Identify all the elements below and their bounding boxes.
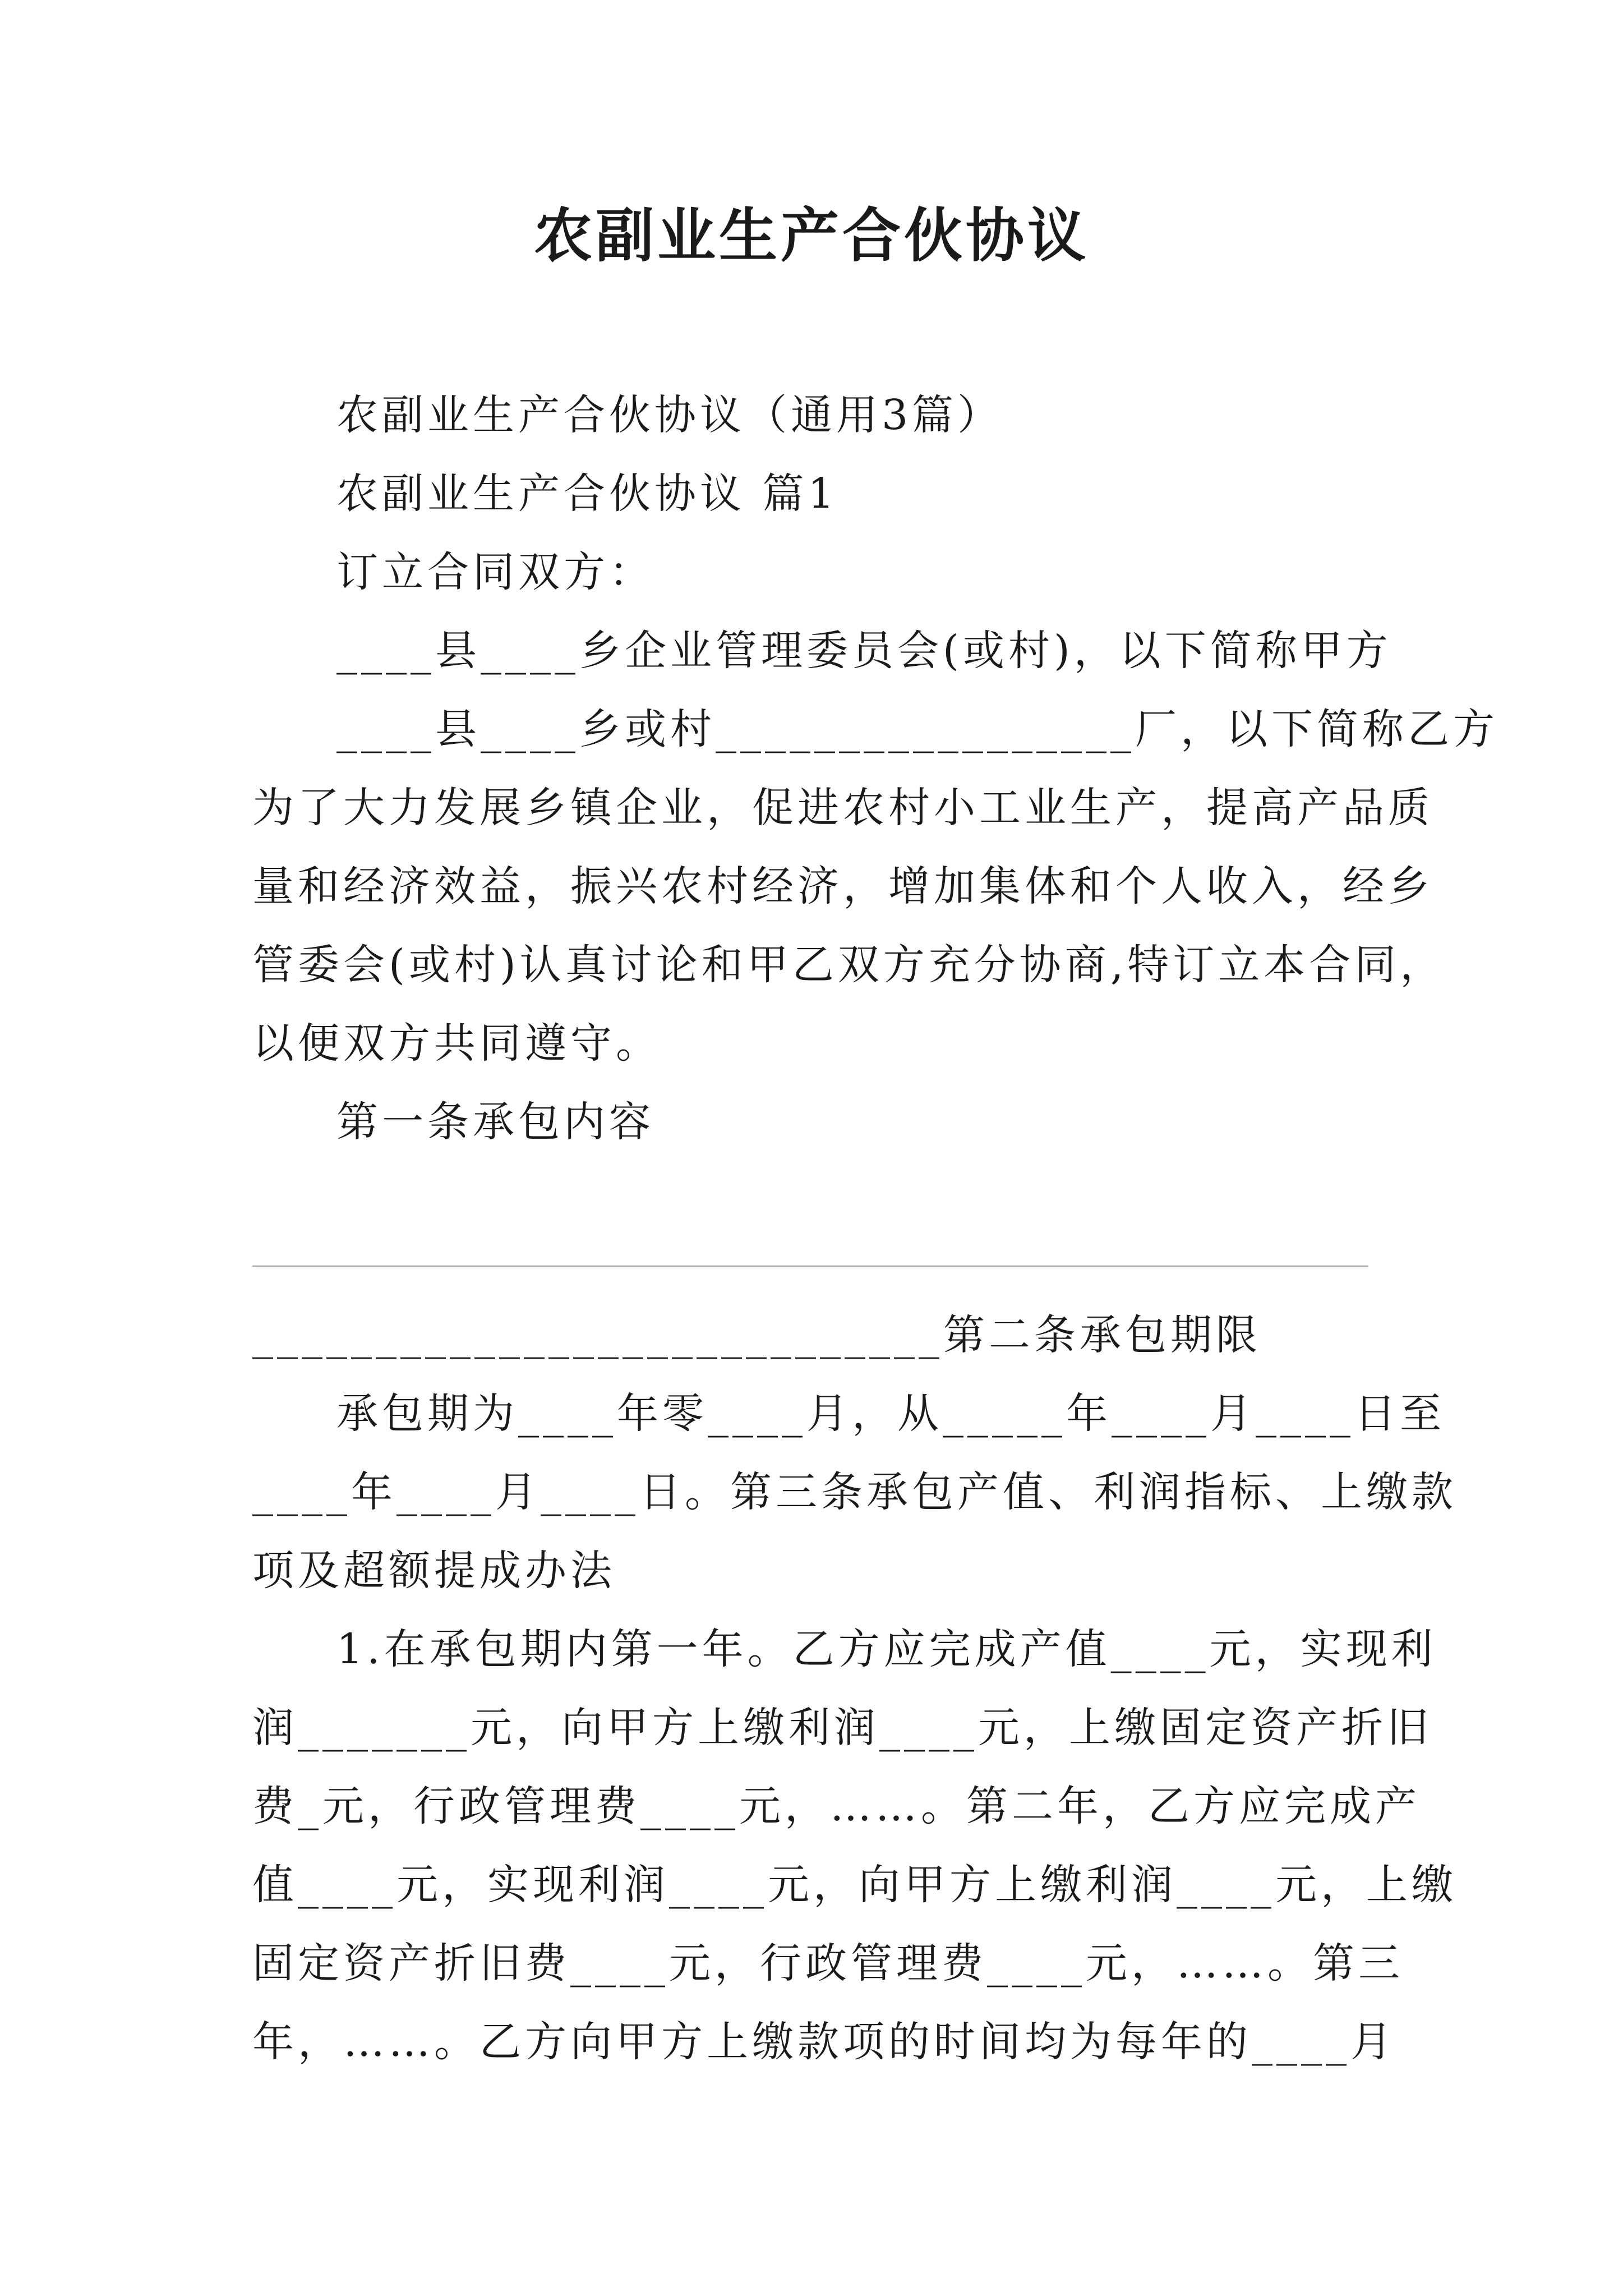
blank-fill-rule [252,1266,1368,1267]
doc-line-purpose-2: 量和经济效益，振兴农村经济，增加集体和个人收入，经乡 [252,862,1433,910]
doc-line-item-1-3: 费_元，行政管理费____元，……。第二年，乙方应完成产 [252,1782,1421,1830]
doc-line-item-1-6: 年，……。乙方向甲方上缴款项的时间均为每年的____月 [252,2018,1396,2066]
doc-line-party-b: ____县____乡或村_________________厂，以下简称乙方 [336,705,1498,753]
doc-line-item-1-4: 值____元，实现利润____元，向甲方上缴利润____元，上缴 [252,1861,1457,1909]
doc-line-section: 农副业生产合伙协议 篇1 [336,470,838,518]
doc-line-parties: 订立合同双方： [336,548,654,596]
doc-line-term-1: 承包期为____年零____月，从_____年____月____日至 [336,1389,1445,1438]
document-title: 农副业生产合伙协议 [533,201,1089,270]
doc-line-party-a: ____县____乡企业管理委员会(或村)，以下简称甲方 [336,627,1392,675]
doc-line-item-1-2: 润_______元，向甲方上缴利润____元，上缴固定资产折旧 [252,1704,1432,1752]
doc-line-term-2: ____年____月____日。第三条承包产值、利润指标、上缴款 [252,1468,1457,1516]
doc-line-article-3: 项及超额提成办法 [252,1547,616,1595]
doc-line-item-1-1: 1.在承包期内第一年。乙方应完成产值____元，实现利 [336,1625,1437,1673]
doc-line-purpose-1: 为了大力发展乡镇企业，促进农村小工业生产，提高产品质 [252,784,1433,832]
doc-line-purpose-4: 以便双方共同遵守。 [252,1019,661,1068]
doc-line-item-1-5: 固定资产折旧费____元，行政管理费____元，……。第三 [252,1939,1404,1987]
doc-line-subtitle: 农副业生产合伙协议（通用3篇） [336,391,1003,439]
doc-line-purpose-3: 管委会(或村)认真讨论和甲乙双方充分协商,特订立本合同， [252,941,1446,989]
doc-line-article-2: ____________________________第二条承包期限 [252,1311,1261,1359]
doc-line-article-1: 第一条承包内容 [336,1098,654,1146]
